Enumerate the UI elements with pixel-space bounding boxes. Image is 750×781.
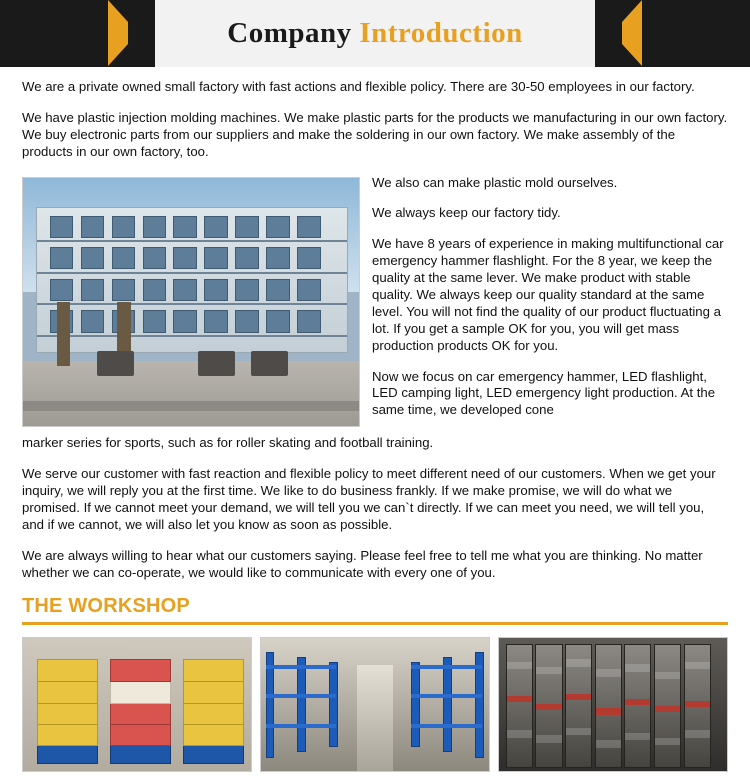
workshop-gallery xyxy=(0,637,750,772)
photo-vehicle xyxy=(97,351,134,376)
right-paragraph-4: Now we focus on car emergency hammer, LED flashlight, LED camping light, LED emergency light production. At the same time, we developed cone xyxy=(372,368,716,418)
banner-title-panel xyxy=(155,0,595,67)
page-title-part-one: Company xyxy=(227,17,360,49)
gallery-image-cartons xyxy=(22,637,252,772)
photo-road xyxy=(23,401,359,411)
page-title xyxy=(227,17,523,50)
factory-building-photo xyxy=(22,177,360,427)
page-title-part-two: Introduction xyxy=(359,17,523,49)
photo-and-text-block xyxy=(22,175,728,434)
chevron-right-black-icon xyxy=(592,0,622,66)
photo-building xyxy=(36,207,347,353)
gallery-image-racking xyxy=(260,637,490,772)
workshop-divider xyxy=(22,622,728,625)
service-paragraph: We serve our customer with fast reaction and flexible policy to meet different need of our customers. When we get your inquiry, we will reply you at the first time. We like to do business frankly. If we make promise, we will do what we promised. If we cannot meet your demand, we will tell you we can`t directly. If we can meet you need, we will tell you, and if we cannot, we will also let you know as soon as possible. xyxy=(22,466,716,532)
intro-paragraph-2: We have plastic injection molding machines. We make plastic parts for the products we manufacturing in our own factory. We buy electronic parts from our suppliers and make the soldering in our own factory. We make assembly of the products in our own factory, too. xyxy=(22,109,728,159)
right-paragraph-1: We also can make plastic mold ourselves. xyxy=(372,174,618,190)
page-header-banner xyxy=(0,0,750,67)
right-paragraph-3: We have 8 years of experience in making multifunctional car emergency hammer flashlight. For the 8 year, we keep the quality at the same lever. We make product with stable quality. We always keep our quality standard at the same level. You will not find the quality of our product fluctuating a lot. If you get a sample OK for you, you will get mass production products OK for you. xyxy=(372,236,724,353)
gallery-image-molds xyxy=(498,637,728,772)
workshop-title: THE WORKSHOP xyxy=(22,595,190,618)
right-paragraph-2: We always keep our factory tidy. xyxy=(372,205,561,221)
closing-paragraph: We are always willing to hear what our customers saying. Please feel free to tell me what you are thinking. No matter whether we can co-operate, we would like to communicate with every one of you. xyxy=(22,547,703,580)
chevron-left-black-icon xyxy=(128,0,158,66)
photo-ground xyxy=(23,361,359,425)
photo-tree xyxy=(57,302,70,366)
photo-vehicle xyxy=(251,351,288,376)
workshop-section-heading xyxy=(22,595,728,625)
content-area xyxy=(0,67,750,625)
intro-paragraph-1: We are a private owned small factory with fast actions and flexible policy. There are 30-50 employees in our factory. xyxy=(22,79,695,94)
photo-vehicle xyxy=(198,351,235,376)
continuation-paragraph: marker series for sports, such as for roller skating and football training. xyxy=(22,435,434,451)
